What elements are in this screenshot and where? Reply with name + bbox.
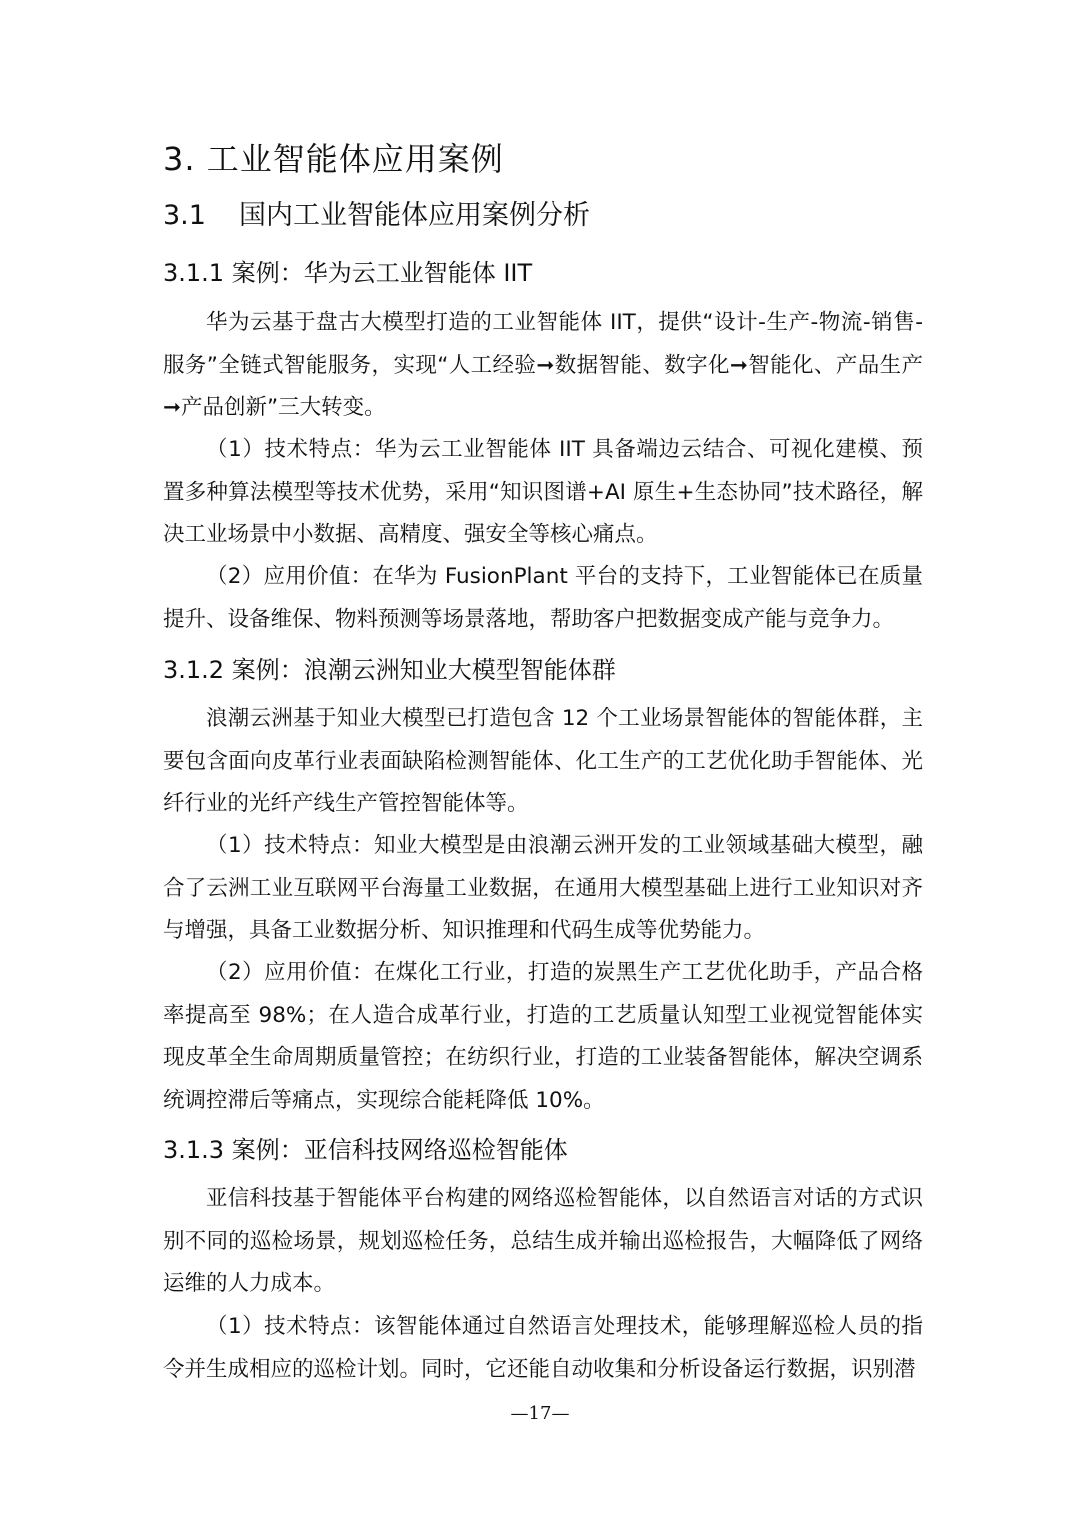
- paragraph: （2）应用价值：在华为 FusionPlant 平台的支持下，工业智能体已在质量提升、设备维保、物料预测等场景落地，帮助客户把数据变成产能与竞争力。: [163, 564, 923, 632]
- paragraph: （1）技术特点：知业大模型是由浪潮云洲开发的工业领域基础大模型，融合了云洲工业互联网平台海量工业数据，在通用大模型基础上进行工业知识对齐与增强，具备工业数据分析、知识推理和代码生成等优势能力。: [163, 833, 923, 943]
- case-heading: 3.1.3 案例：亚信科技网络巡检智能体: [163, 1136, 568, 1164]
- paragraph: （1）技术特点：华为云工业智能体 IIT 具备端边云结合、可视化建模、预置多种算法模型等技术优势，采用“知识图谱+AI 原生+生态协同”技术路径，解决工业场景中小数据、高精度、强安全等核心痛点。: [163, 437, 923, 547]
- case-heading: 3.1.1 案例：华为云工业智能体 IIT: [163, 259, 533, 287]
- subsection-title: 国内工业智能体应用案例分析: [239, 200, 590, 231]
- paragraph: 浪潮云洲基于知业大模型已打造包含 12 个工业场景智能体的智能体群，主要包含面向皮革行业表面缺陷检测智能体、化工生产的工艺优化助手智能体、光纤行业的光纤产线生产管控智能体等。: [163, 706, 923, 816]
- paragraph: 亚信科技基于智能体平台构建的网络巡检智能体，以自然语言对话的方式识别不同的巡检场景，规划巡检任务，总结生成并输出巡检报告，大幅降低了网络运维的人力成本。: [163, 1186, 923, 1296]
- subsection-heading: [163, 196, 590, 236]
- paragraph: 华为云基于盘古大模型打造的工业智能体 IIT，提供“设计-生产-物流-销售-服务”全链式智能服务，实现“人工经验➞数据智能、数字化➞智能化、产品生产➞产品创新”三大转变。: [163, 310, 923, 420]
- page-number: —17—: [510, 1403, 570, 1424]
- section-heading: [163, 135, 504, 183]
- section-title: 工业智能体应用案例: [206, 140, 504, 178]
- case-heading: 3.1.2 案例：浪潮云洲知业大模型智能体群: [163, 656, 616, 684]
- subsection-number: 3.1: [163, 200, 206, 231]
- section-number: 3.: [163, 140, 196, 178]
- paragraph: （1）技术特点：该智能体通过自然语言处理技术，能够理解巡检人员的指令并生成相应的巡检计划。同时，它还能自动收集和分析设备运行数据，识别潜: [163, 1314, 923, 1382]
- paragraph: （2）应用价值：在煤化工行业，打造的炭黑生产工艺优化助手，产品合格率提高至 98%；在人造合成革行业，打造的工艺质量认知型工业视觉智能体实现皮革全生命周期质量管控；在纺织行业，打造的工业装备智能体，解决空调系统调控滞后等痛点，实现综合能耗降低 10%。: [163, 960, 923, 1113]
